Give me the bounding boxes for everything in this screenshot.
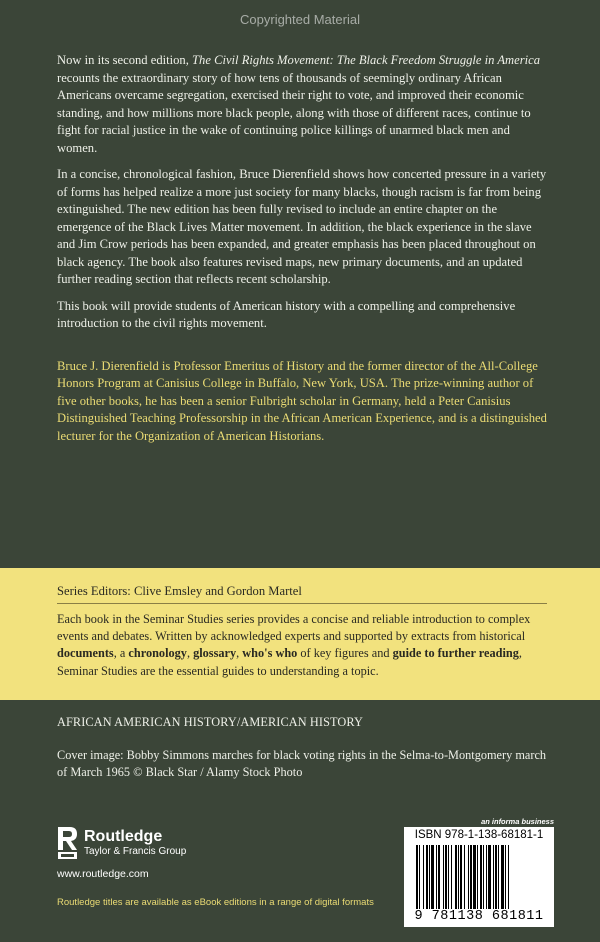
- ebook-note: Routledge titles are available as eBook editions in a range of digital formats: [57, 897, 374, 908]
- series-editors: Series Editors: Clive Emsley and Gordon Martel: [57, 584, 302, 598]
- barcode-digits: 9 781138 681811: [414, 909, 544, 924]
- isbn-label: ISBN 978-1-138-68181-1: [414, 829, 544, 841]
- divider: [57, 603, 547, 604]
- publisher-name: Routledge: [84, 828, 163, 845]
- publisher-url[interactable]: www.routledge.com: [57, 868, 149, 880]
- informa-tagline: an informa business: [481, 817, 554, 826]
- barcode-image: [416, 845, 542, 909]
- barcode-panel: [404, 827, 554, 927]
- author-bio-text: is Professor Emeritus of History and the former director of the All-College Honors Program at Canisius College in Buffalo, New York, USA. The prize-winning author of five other books, he has been a senior Fulbright scholar in Germany, held a Peter Canisius Distinguished Teaching Professorship in the African American Experience, and is a distinguished lecturer for the Organization of American Historians.: [57, 358, 547, 443]
- back-cover-description: [57, 52, 547, 454]
- cover-image-credit: Cover image: Bobby Simmons marches for black voting rights in the Selma-to-Montgomery march of March 1965 © Black Star / Alamy Stock Photo: [57, 748, 547, 779]
- intro-rest: recounts the extraordinary story of how tens of thousands of seemingly ordinary African Americans overcame segregation, exercised their right to vote, and improved their economic standing, and how millions more black people, along with those of different races, continue to fight for racial justice in the wake of continuing police killings of unarmed black men and women.: [57, 70, 531, 155]
- editor-1: Clive Emsley: [133, 584, 203, 598]
- description-paragraph-1: [57, 52, 547, 157]
- publisher-group: Taylor & Francis Group: [84, 846, 187, 857]
- author-name: Bruce J. Dierenfield: [57, 358, 159, 373]
- author-bio: [57, 358, 547, 446]
- routledge-r-icon: [57, 826, 78, 860]
- publisher-logo: [57, 826, 186, 860]
- editor-2: Gordon Martel: [226, 584, 302, 598]
- intro-text: Now in its second edition,: [57, 53, 193, 67]
- book-title: The Civil Rights Movement: The Black Freedom Struggle in America: [192, 53, 541, 67]
- series-description: Each book in the Seminar Studies series provides a concise and reliable introduction to complex events and debates. Written by acknowledged experts and supported by extracts from historical documents, a chronology, glossary, who's who of key figures and guide to further reading, Seminar Studies are the essential guides to understanding a topic.: [57, 612, 531, 678]
- description-paragraph-2: In a concise, chronological fashion, Bruce Dierenfield shows how concerted pressure in a variety of forms has helped realize a more just society for many blacks, though racism is far from being extinguished. The new edition has been fully revised to include an entire chapter on the emergence of the Black Lives Matter movement. In addition, the black experience in the slave and Jim Crow periods has been expanded, and greater emphasis has been placed throughout on black agency. The book also features revised maps, new primary documents, and an updated further reading section that reflects recent scholarship.: [57, 167, 547, 286]
- description-paragraph-3: This book will provide students of American history with a compelling and comprehensive introduction to the civil rights movement.: [57, 298, 516, 330]
- copyright-watermark: Copyrighted Material: [240, 12, 360, 27]
- subject-category: AFRICAN AMERICAN HISTORY/AMERICAN HISTORY: [57, 715, 363, 729]
- barcode-area: [404, 817, 554, 927]
